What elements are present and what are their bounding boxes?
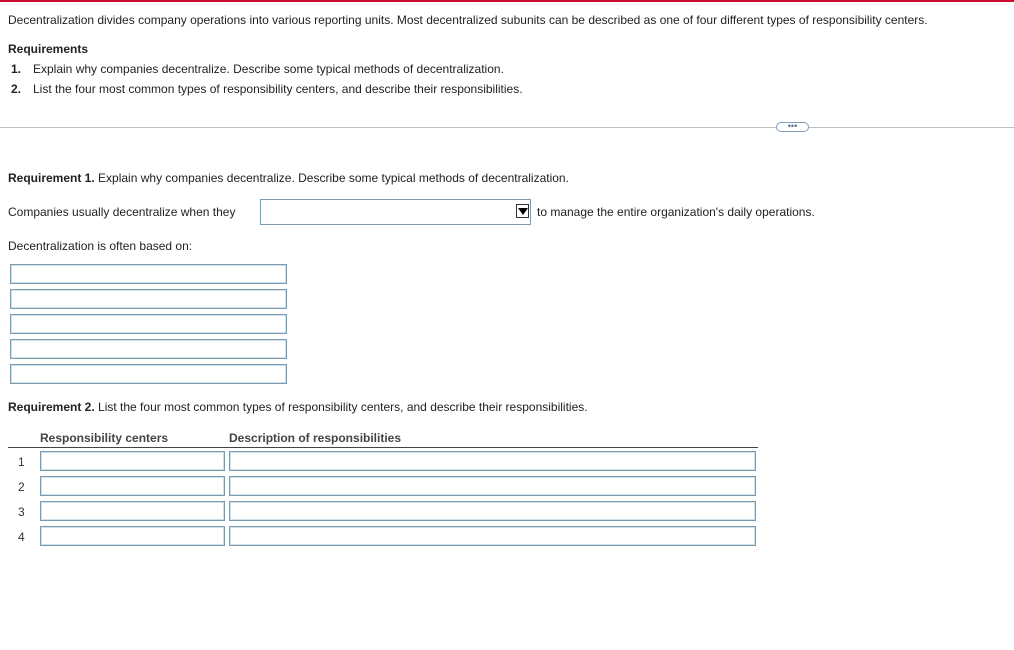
column-header-description: Description of responsibilities — [229, 431, 402, 445]
requirement-text: List the four most common types of responsibility centers, and describe their responsibilities. — [33, 82, 523, 96]
requirement-number: 1. — [11, 62, 22, 76]
requirement-number: 2. — [11, 82, 22, 96]
decentralize-reason-dropdown[interactable] — [260, 199, 531, 225]
decentralization-basis-input[interactable] — [10, 289, 287, 309]
row-number: 2 — [18, 480, 25, 494]
row-number: 4 — [18, 530, 25, 544]
requirements-heading: Requirements — [8, 42, 89, 56]
decentralization-basis-input[interactable] — [10, 339, 287, 359]
column-header-responsibility-centers: Responsibility centers — [40, 431, 169, 445]
decentralization-basis-input[interactable] — [10, 314, 287, 334]
requirement1-title — [8, 171, 569, 185]
decentralization-basis-input[interactable] — [10, 364, 287, 384]
responsibility-center-input[interactable] — [40, 501, 225, 521]
requirement2-title — [8, 400, 588, 414]
responsibility-description-input[interactable] — [229, 526, 756, 546]
sentence-before-dropdown: Companies usually decentralize when they — [8, 205, 236, 219]
requirement1-label: Requirement 1. — [8, 171, 95, 185]
more-options-button[interactable]: ••• — [776, 122, 809, 132]
requirement1-text: Explain why companies decentralize. Describe some typical methods of decentralization. — [94, 171, 569, 185]
sentence-after-dropdown: to manage the entire organization's daily operations. — [537, 205, 815, 219]
requirement2-text: List the four most common types of responsibility centers, and describe their responsibilities. — [94, 400, 588, 414]
row-number: 3 — [18, 505, 25, 519]
row-number: 1 — [18, 455, 25, 469]
requirement-list-item — [11, 62, 504, 76]
responsibility-center-input[interactable] — [40, 476, 225, 496]
requirement-text: Explain why companies decentralize. Describe some typical methods of decentralization. — [33, 62, 504, 76]
responsibility-description-input[interactable] — [229, 501, 756, 521]
table-header-divider — [8, 447, 758, 448]
section-divider — [0, 127, 1014, 128]
based-on-label: Decentralization is often based on: — [8, 239, 193, 253]
top-accent-bar — [0, 0, 1014, 2]
chevron-down-icon[interactable] — [516, 204, 529, 218]
decentralization-basis-input[interactable] — [10, 264, 287, 284]
responsibility-description-input[interactable] — [229, 476, 756, 496]
intro-text: Decentralization divides company operations into various reporting units. Most decentralized subunits can be described as one of four different types of responsibility centers. — [8, 13, 928, 27]
requirement2-label: Requirement 2. — [8, 400, 95, 414]
responsibility-center-input[interactable] — [40, 526, 225, 546]
responsibility-center-input[interactable] — [40, 451, 225, 471]
responsibility-description-input[interactable] — [229, 451, 756, 471]
requirement-list-item — [11, 82, 523, 96]
